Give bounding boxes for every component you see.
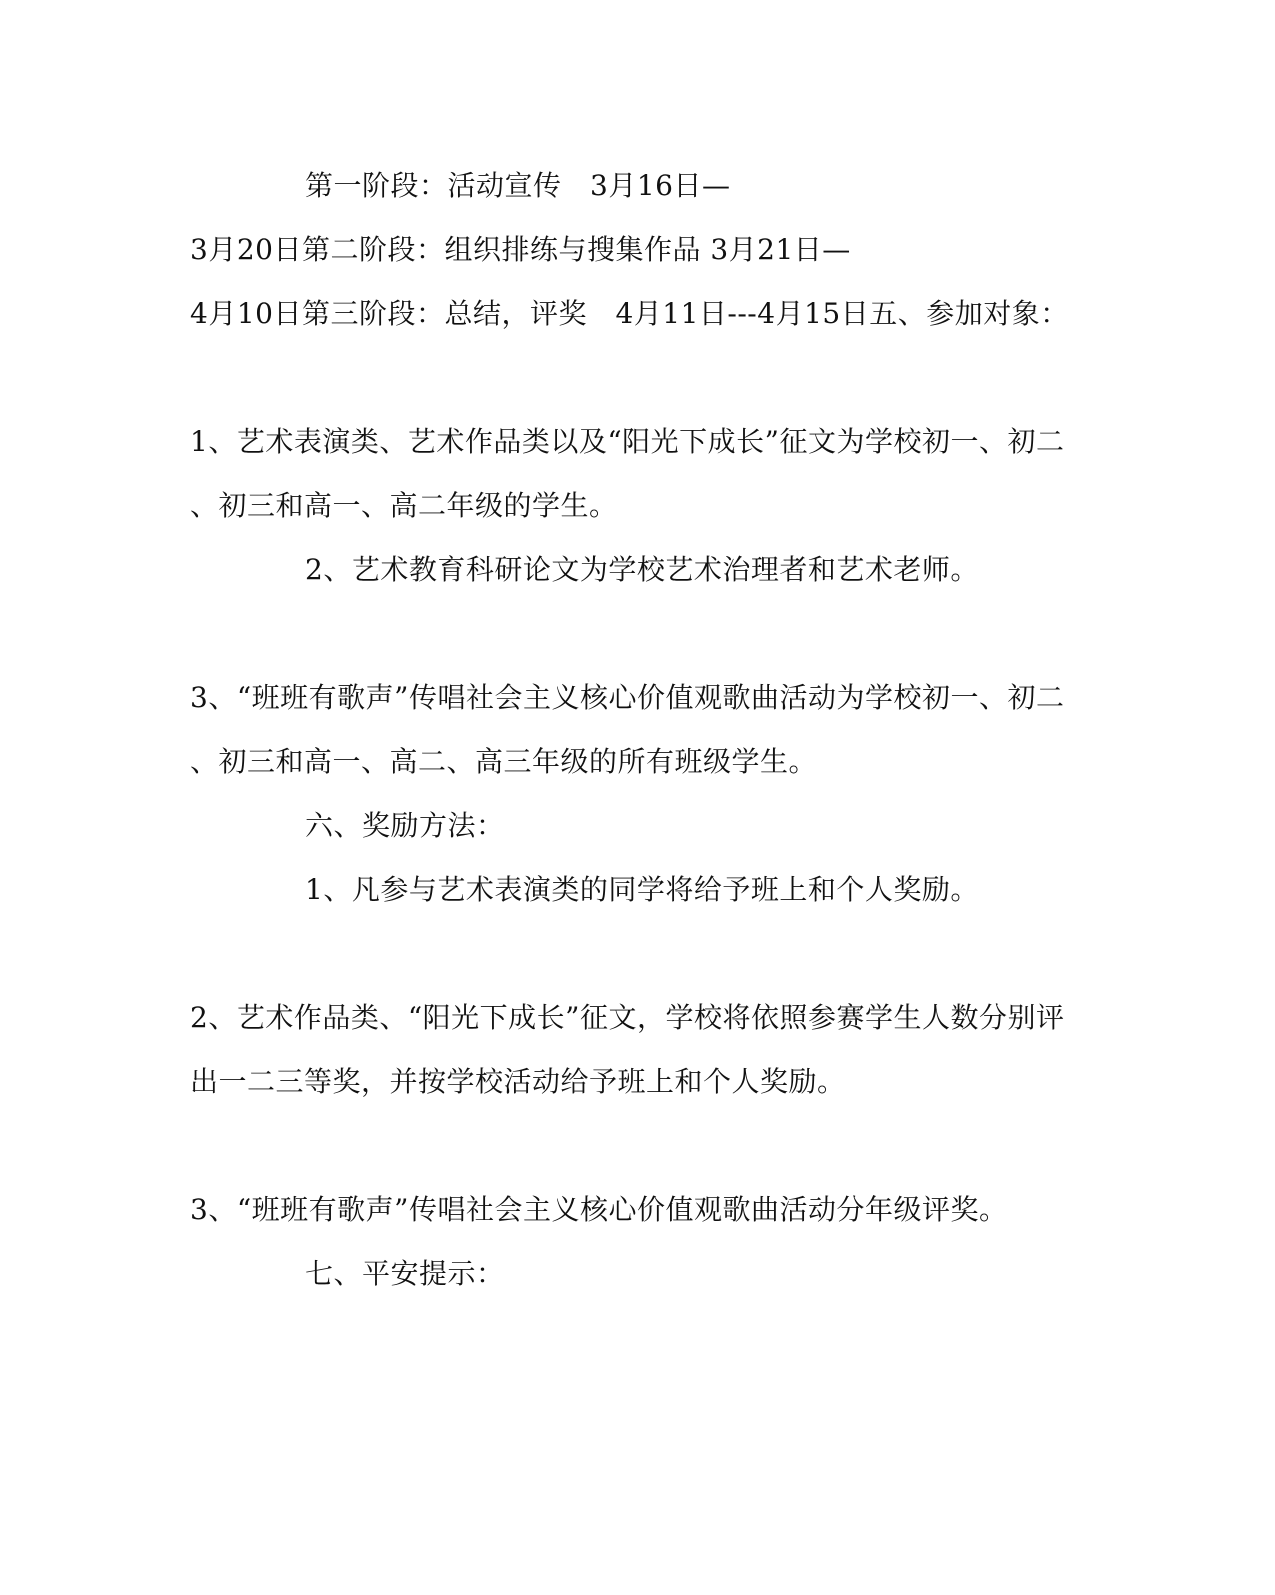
text-line: 2、艺术作品类、“阳光下成长”征文，学校将依照参赛学生人数分别评 <box>190 1001 1065 1034</box>
text-line: 第一阶段：活动宣传 3月16日— <box>305 169 731 202</box>
text-line: 2、艺术教育科研论文为学校艺术治理者和艺术老师。 <box>305 553 979 586</box>
text-line: 4月10日第三阶段：总结，评奖 4月11日---4月15日五、参加对象： <box>190 297 1069 330</box>
section-heading: 六、奖励方法： <box>305 809 505 842</box>
text-line: 3、“班班有歌声”传唱社会主义核心价值观歌曲活动为学校初一、初二 <box>190 681 1065 714</box>
text-line: 出一二三等奖，并按学校活动给予班上和个人奖励。 <box>190 1065 846 1098</box>
text-line: 3、“班班有歌声”传唱社会主义核心价值观歌曲活动分年级评奖。 <box>190 1193 1008 1226</box>
text-line: 1、凡参与艺术表演类的同学将给予班上和个人奖励。 <box>305 873 979 906</box>
text-line: 、初三和高一、高二、高三年级的所有班级学生。 <box>190 745 818 778</box>
text-line: 1、艺术表演类、艺术作品类以及“阳光下成长”征文为学校初一、初二 <box>190 425 1065 458</box>
text-line: 、初三和高一、高二年级的学生。 <box>190 489 618 522</box>
text-line: 3月20日第二阶段：组织排练与搜集作品 3月21日— <box>190 233 851 266</box>
section-heading: 七、平安提示： <box>305 1257 505 1290</box>
